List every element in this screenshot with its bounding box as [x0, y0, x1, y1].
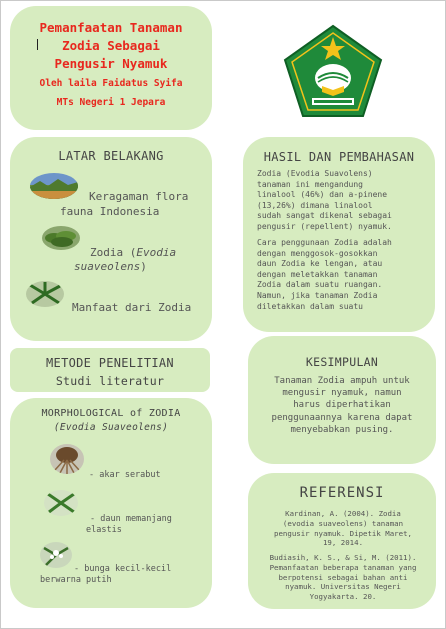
- metode-value: Studi literatur: [55, 374, 165, 388]
- hasil-p1-line: linalool (46%) dan a-pinene: [257, 190, 388, 200]
- flower-photo-icon: [40, 542, 72, 568]
- title-line-1: Pemanfaatan Tanaman: [39, 20, 183, 35]
- hasil-paragraph-1: [257, 169, 429, 233]
- hasil-p2-line: Cara penggunaan Zodia adalah: [257, 238, 392, 247]
- landscape-photo-icon: [30, 173, 78, 199]
- hasil-p1-line: (13,26%) dimana linalool: [257, 200, 373, 210]
- title-panel: [10, 6, 212, 130]
- reference-1: [260, 509, 426, 548]
- morphology-item-2-line-2: elastis: [86, 525, 122, 535]
- hasil-p2-line: dengan meletakkan tanaman: [257, 269, 378, 279]
- hasil-p1-line: tanaman ini mengandung: [257, 179, 363, 189]
- kesimpulan-line: Tanaman Zodia ampuh untuk: [274, 376, 410, 386]
- hasil-p1-line: pengusir (repellent) nyamuk.: [257, 221, 392, 231]
- morphology-item-3-line-2: berwarna putih: [40, 575, 112, 585]
- reference-1-line: (evodia suaveolens) tanaman: [282, 518, 404, 528]
- kesimpulan-text: [254, 375, 430, 436]
- author-line: Oleh laila Faidatus Syifa: [39, 78, 183, 89]
- metode-heading: METODE PENELITIAN: [46, 356, 174, 370]
- text-cursor: [37, 39, 38, 50]
- hasil-p1-line: sudah sangat dikenal sebagai: [257, 211, 392, 221]
- kementerian-agama-emblem-icon: [282, 24, 384, 120]
- kesimpulan-line: penggunaannya karena dapat: [271, 412, 413, 423]
- latar-belakang-heading: LATAR BELAKANG: [58, 149, 164, 163]
- root-photo-icon: [50, 444, 84, 474]
- keragaman-line-1: Keragaman flora: [89, 190, 189, 203]
- zodia-line-2: suaveolens): [74, 260, 147, 273]
- kesimpulan-heading: KESIMPULAN: [305, 355, 379, 369]
- school-line: MTs Negeri 1 Jepara: [56, 97, 166, 108]
- referensi-panel: [248, 473, 436, 609]
- reference-1-line: Kardinan, A. (2004). Zodia: [285, 509, 401, 518]
- latar-belakang-panel: [10, 137, 212, 341]
- hasil-paragraph-2: [257, 238, 429, 312]
- kesimpulan-panel: [248, 336, 436, 464]
- reference-2-line: nyamuk. Universitas Negeri: [285, 582, 401, 592]
- metode-panel: [10, 348, 210, 392]
- kesimpulan-line: mengusir nyamuk, namun: [282, 388, 402, 399]
- title-line-2: Zodia Sebagai: [62, 38, 160, 53]
- morphology-item-3-line-1: - bunga kecil-kecil: [74, 564, 172, 574]
- morphology-item-2-line-1: - daun memanjang: [90, 514, 172, 524]
- leaf-photo-icon: [44, 490, 78, 516]
- zodia-plant-photo-icon: [42, 226, 80, 250]
- manfaat-line: Manfaat dari Zodia: [72, 301, 192, 314]
- hasil-pembahasan-panel: [243, 137, 435, 332]
- kesimpulan-line: menyebabkan pusing.: [290, 424, 394, 435]
- hasil-p2-line: Namun, jika tanaman Zodia: [257, 290, 378, 300]
- morphology-item-1: - akar serabut: [89, 470, 161, 480]
- reference-2-line: Yogyakarta. 20.: [309, 592, 377, 602]
- zodia-leaves-photo-icon: [26, 281, 64, 307]
- hasil-p2-line: dengan menggosok-gosokkan: [257, 248, 378, 258]
- reference-2: [260, 553, 426, 602]
- reference-2-line: Budiasih, K. S., & Si, M. (2011).: [269, 553, 417, 562]
- zodia-line-1: Zodia (Evodia: [90, 246, 177, 259]
- morphology-heading: MORPHOLOGICAL of ZODIA: [41, 408, 181, 419]
- title-line-3: Pengusir Nyamuk: [54, 56, 168, 71]
- morphology-subheading: (Evodia Suaveolens): [53, 422, 169, 433]
- hasil-heading: HASIL DAN PEMBAHASAN: [263, 150, 415, 164]
- hasil-p1-line: Zodia (Evodia Suavolens): [257, 169, 373, 178]
- reference-2-line: Pemanfaatan beberapa tanaman yang: [269, 562, 417, 572]
- reference-2-line: berpotensi sebagai bahan anti: [278, 572, 408, 582]
- referensi-heading: REFERENSI: [299, 485, 385, 501]
- hasil-p2-line: diletakkan dalam suatu: [257, 301, 363, 311]
- hasil-p2-line: daun Zodia ke lengan, atau: [257, 259, 383, 269]
- kesimpulan-line: harus diperhatikan: [293, 400, 391, 411]
- morphology-panel: [10, 398, 212, 608]
- reference-1-line: 19, 2014.: [322, 538, 364, 548]
- hasil-p2-line: Zodia dalam suatu ruangan.: [257, 280, 383, 290]
- reference-1-line: pengusir nyamuk. Dipetik Maret,: [274, 528, 412, 538]
- keragaman-line-2: fauna Indonesia: [60, 205, 160, 218]
